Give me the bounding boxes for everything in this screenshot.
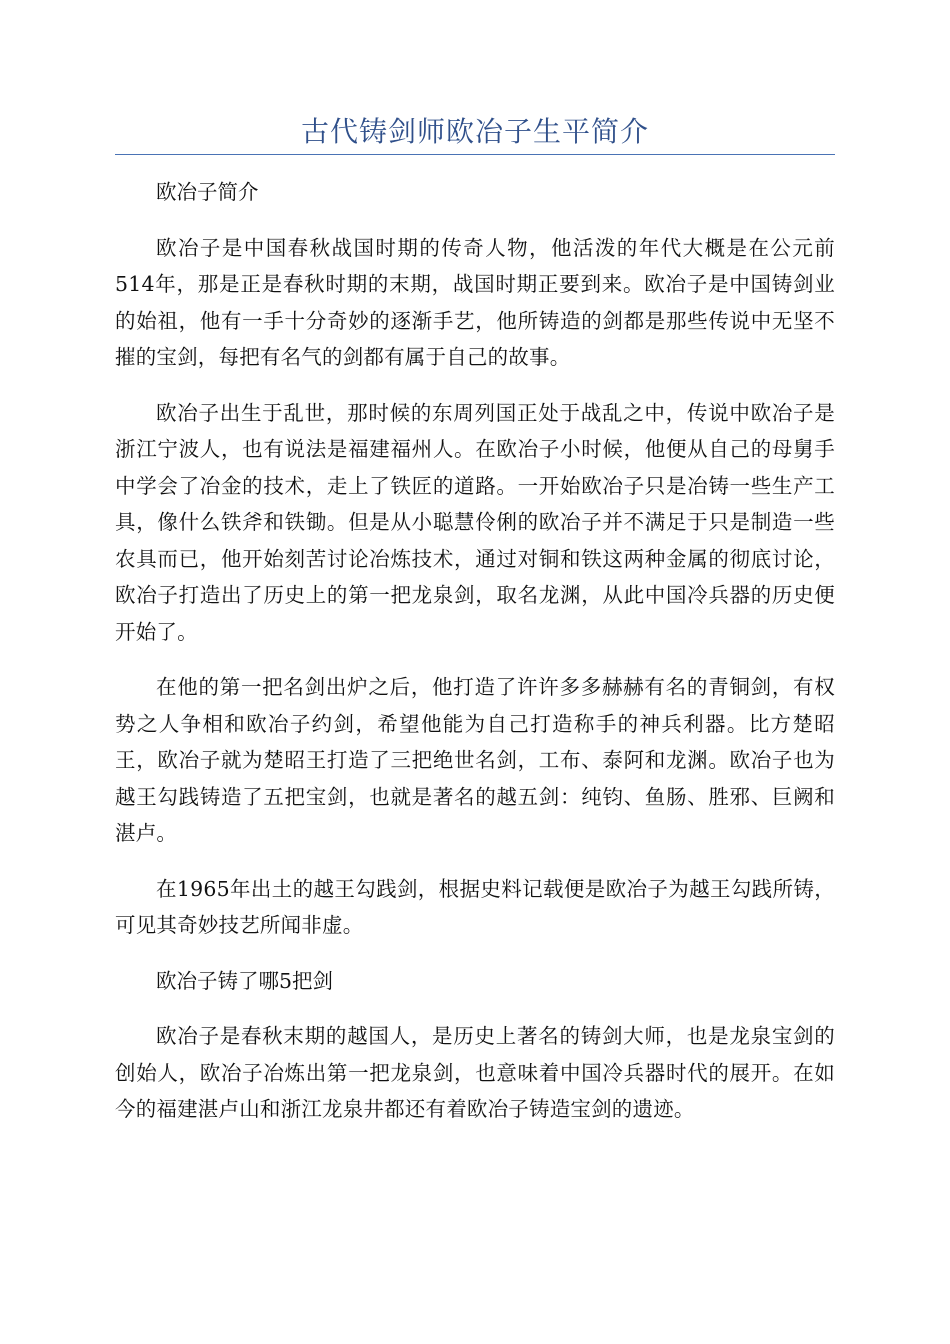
paragraph-4: 在1965年出土的越王勾践剑，根据史料记载便是欧冶子为越王勾践所铸，可见其奇妙技艺所闻非虚。	[115, 876, 835, 937]
paragraph-3: 在他的第一把名剑出炉之后，他打造了许许多多赫赫有名的青铜剑，有权势之人争相和欧冶子约剑，希望他能为自己打造称手的神兵利器。比方楚昭王，欧冶子就为楚昭王打造了三把绝世名剑，工布、泰阿和龙渊。欧冶子也为越王勾践铸造了五把宝剑，也就是著名的越五剑：纯钧、鱼肠、胜邪、巨阙和湛卢。	[115, 675, 835, 845]
section-heading-five-swords: 欧冶子铸了哪5把剑	[156, 968, 334, 993]
title-divider	[115, 154, 835, 155]
paragraph-5: 欧冶子是春秋末期的越国人，是历史上著名的铸剑大师，也是龙泉宝剑的创始人，欧冶子冶炼出第一把龙泉剑，也意味着中国冷兵器时代的展开。在如今的福建湛卢山和浙江龙泉井都还有着欧冶子铸造宝剑的遗迹。	[115, 1024, 835, 1121]
paragraph-2: 欧冶子出生于乱世，那时候的东周列国正处于战乱之中，传说中欧冶子是浙江宁波人，也有说法是福建福州人。在欧冶子小时候，他便从自己的母舅手中学会了冶金的技术，走上了铁匠的道路。一开始欧冶子只是冶铸一些生产工具，像什么铁斧和铁锄。但是从小聪慧伶俐的欧冶子并不满足于只是制造一些农具而已，他开始刻苦讨论冶炼技术，通过对铜和铁这两种金属的彻底讨论，欧冶子打造出了历史上的第一把龙泉剑，取名龙渊，从此中国冷兵器的历史便开始了。	[115, 400, 835, 644]
document-body	[115, 174, 835, 1147]
page-title: 古代铸剑师欧冶子生平简介	[300, 115, 649, 148]
section-heading-intro: 欧冶子简介	[156, 180, 259, 204]
paragraph-1: 欧冶子是中国春秋战国时期的传奇人物，他活泼的年代大概是在公元前514年，那是正是春秋时期的末期，战国时期正要到来。欧冶子是中国铸剑业的始祖，他有一手十分奇妙的逐渐手艺，他所铸造的剑都是那些传说中无坚不摧的宝剑，每把有名气的剑都有属于自己的故事。	[115, 235, 835, 369]
